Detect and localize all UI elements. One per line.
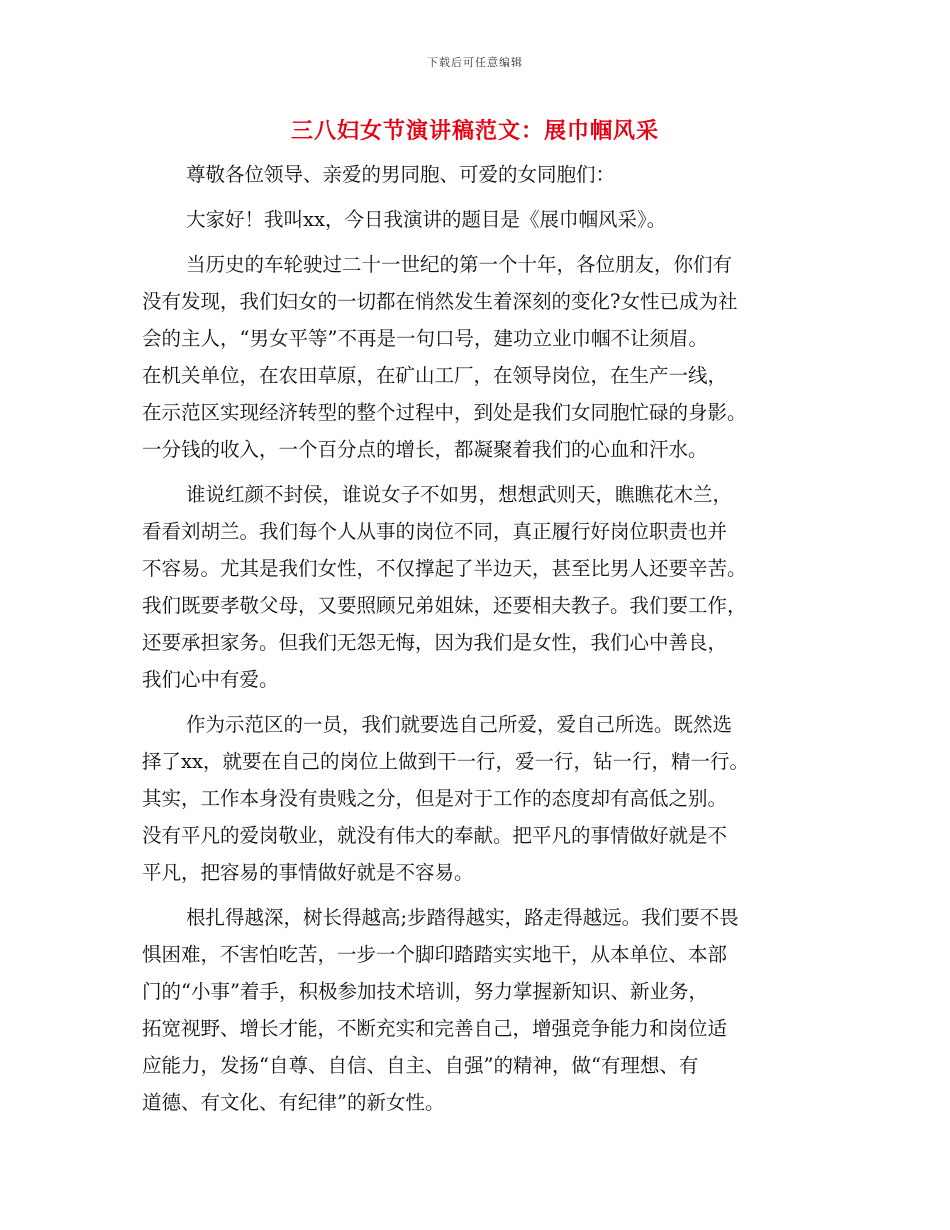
document-title: 三八妇女节演讲稿范文：展巾帼风采: [290, 119, 659, 144]
paragraph-greeting: [142, 201, 822, 238]
paragraph-line: 一分钱的收入，一个百分点的增长，都凝聚着我们的心血和汗水。: [142, 438, 708, 461]
paragraph-line: 拓宽视野、增长才能，不断充实和完善自己，增强竞争能力和岗位适: [142, 1017, 728, 1040]
paragraph-line: 道德、有文化、有纪律”的新女性。: [142, 1091, 445, 1114]
paragraph-line: 还要承担家务。但我们无怨无悔，因为我们是女性，我们心中善良，: [142, 631, 728, 654]
paragraph-line: 作为示范区的一员，我们就要选自己所爱，爱自己所选。既然选: [186, 713, 733, 736]
paragraph-line: 在示范区实现经济转型的整个过程中，到处是我们女同胞忙碌的身影。: [142, 401, 747, 424]
paragraph-line: 门的“小事”着手，积极参加技术培训，努力掌握新知识、新业务，: [142, 980, 708, 1003]
paragraph-line: 应能力，发扬“自尊、自信、自主、自强”的精神，做“有理想、有: [142, 1054, 699, 1077]
paragraph-line: 在机关单位，在农田草原，在矿山工厂，在领导岗位，在生产一线，: [142, 364, 728, 387]
document-body: [142, 156, 822, 1129]
paragraph-line: 平凡，把容易的事情做好就是不容易。: [142, 861, 474, 884]
paragraph-line: 我们心中有爱。: [142, 668, 279, 691]
paragraph-line: 择了xx，就要在自己的岗位上做到干一行，爱一行，钻一行，精一行。: [142, 750, 749, 773]
paragraph-line: 没有发现，我们妇女的一切都在悄然发生着深刻的变化?女性已成为社: [142, 290, 738, 313]
paragraph-line: 惧困难，不害怕吃苦，一步一个脚印踏踏实实地干，从本单位、本部: [142, 943, 728, 966]
paragraph-dedication: [142, 706, 822, 891]
paragraph-line: 当历史的车轮驶过二十一世纪的第一个十年，各位朋友，你们有: [186, 253, 733, 276]
paragraph-line: 会的主人，“男女平等”不再是一句口号，建功立业巾帼不让须眉。: [142, 327, 708, 350]
paragraph-growth: [142, 899, 822, 1121]
paragraph-line: 尊敬各位领导、亲爱的男同胞、可爱的女同胞们：: [186, 163, 616, 186]
paragraph-line: 其实，工作本身没有贵贱之分，但是对于工作的态度却有高低之别。: [142, 787, 728, 810]
paragraph-line: 大家好！我叫xx，今日我演讲的题目是《展巾帼风采》。: [186, 208, 667, 231]
paragraph-line: 没有平凡的爱岗敬业，就没有伟大的奉献。把平凡的事情做好就是不: [142, 824, 728, 847]
header-note: 下载后可任意编辑: [427, 56, 523, 69]
paragraph-line: 根扎得越深，树长得越高;步踏得越实，路走得越远。我们要不畏: [186, 906, 739, 929]
paragraph-line: 看看刘胡兰。我们每个人从事的岗位不同，真正履行好岗位职责也并: [142, 520, 728, 543]
paragraph-line: 谁说红颜不封侯，谁说女子不如男，想想武则天，瞧瞧花木兰，: [186, 483, 733, 506]
paragraph-line: 不容易。尤其是我们女性，不仅撑起了半边天，甚至比男人还要辛苦。: [142, 557, 747, 580]
paragraph-history: [142, 246, 822, 468]
paragraph-heroines: [142, 476, 822, 698]
paragraph-line: 我们既要孝敬父母，又要照顾兄弟姐妹，还要相夫教子。我们要工作，: [142, 594, 747, 617]
paragraph-salutation: [142, 156, 822, 193]
